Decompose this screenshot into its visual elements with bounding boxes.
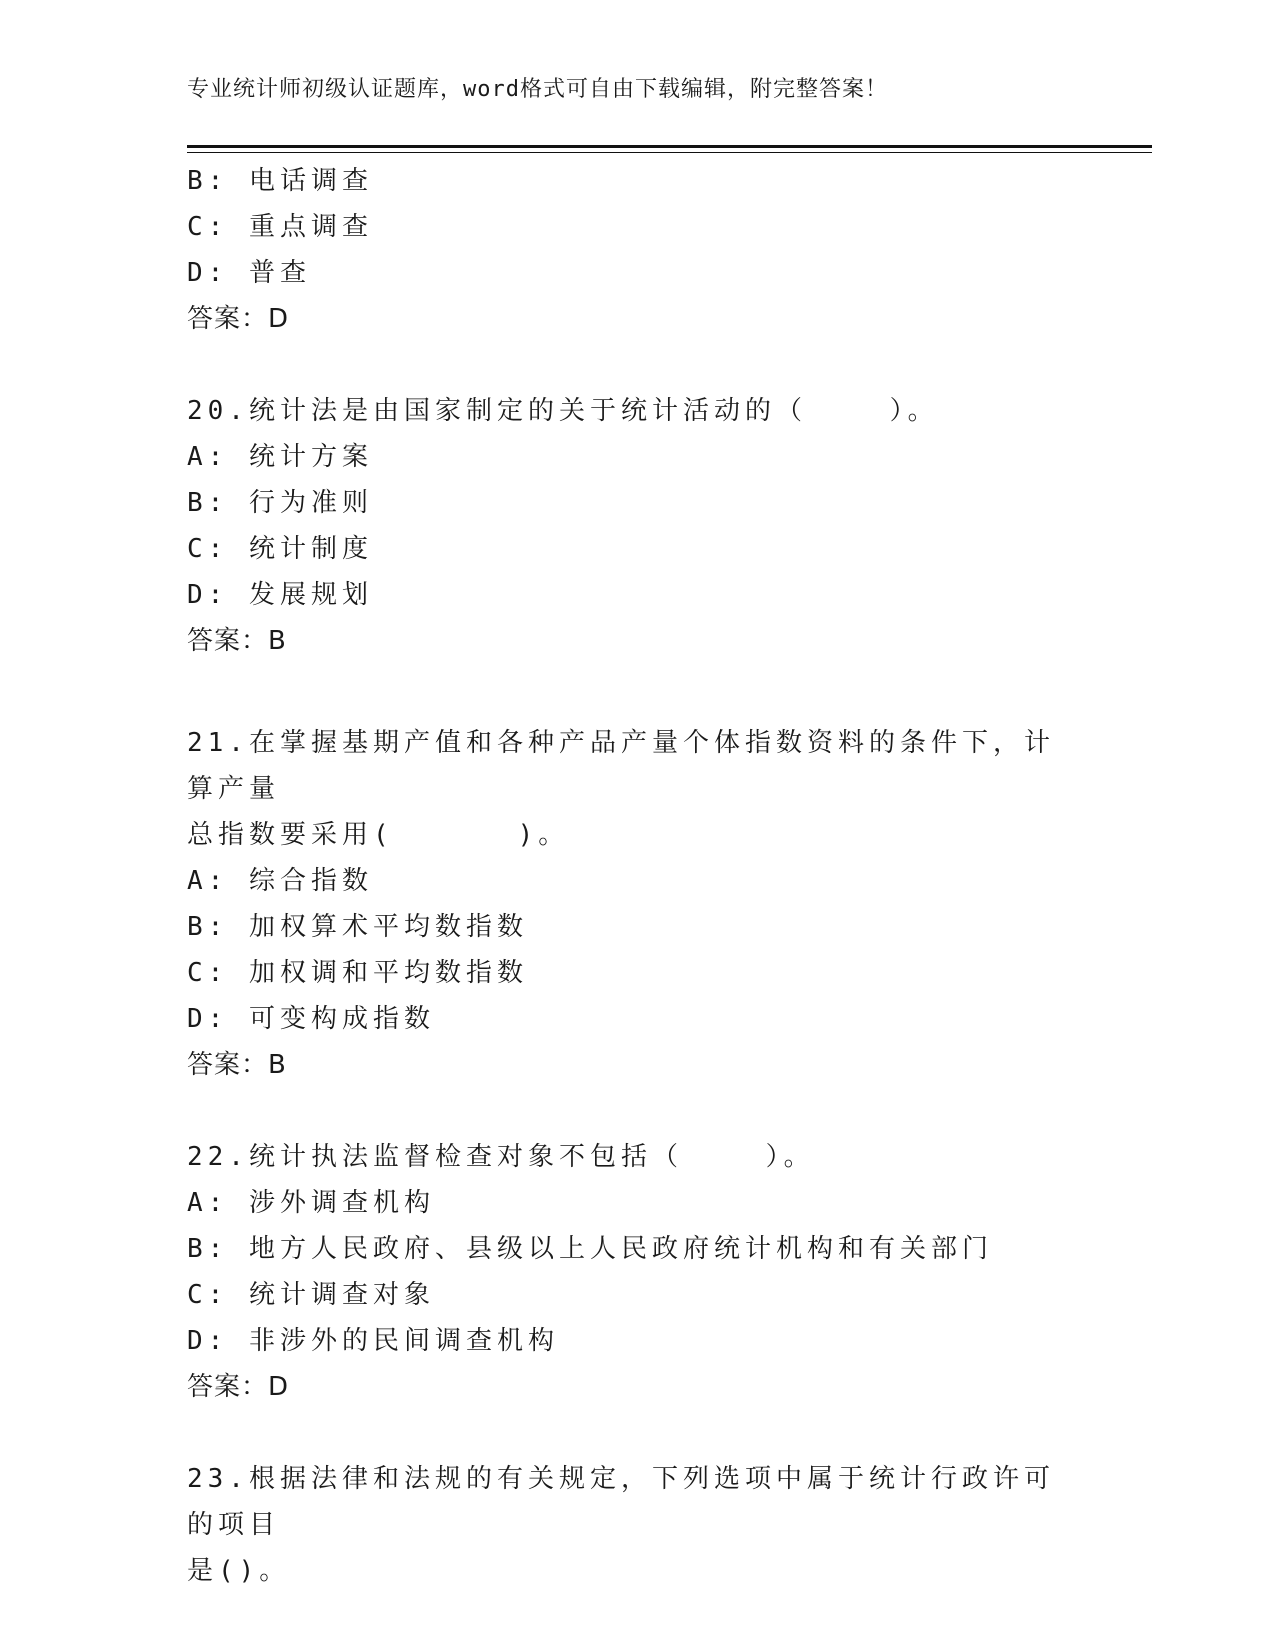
question-stem: 22.统计执法监督检查对象不包括（ ）。 [187,1142,815,1172]
option-d: D: 发展规划 [187,580,373,610]
option-d: D: 普查 [187,258,311,288]
answer: 答案：D [187,304,290,334]
question-20 [187,388,1087,664]
question-23 [187,1456,1087,1594]
question-22 [187,1134,1087,1410]
option-a: A: 涉外调查机构 [187,1188,435,1218]
question-stem-line-1: 21.在掌握基期产值和各种产品产量个体指数资料的条件下，计算产量 [187,728,1055,804]
option-d: D: 非涉外的民间调查机构 [187,1326,559,1356]
option-c: C: 统计调查对象 [187,1280,435,1310]
option-b: B: 电话调查 [187,166,373,196]
option-a: A: 统计方案 [187,442,373,472]
question-stem: 20.统计法是由国家制定的关于统计活动的（ ）。 [187,396,939,426]
option-b: B: 加权算术平均数指数 [187,912,528,942]
question-continued [187,158,1087,342]
question-stem-line-2: 总指数要采用( )。 [187,820,570,850]
page-header: 专业统计师初级认证题库，word格式可自由下载编辑，附完整答案！ [187,77,888,102]
document-body [187,158,1087,1594]
question-21 [187,720,1087,1088]
option-c: C: 统计制度 [187,534,373,564]
option-c: C: 加权调和平均数指数 [187,958,528,988]
question-stem-line-2: 是()。 [187,1556,291,1586]
question-stem-line-1: 23.根据法律和法规的有关规定，下列选项中属于统计行政许可的项目 [187,1464,1055,1540]
option-b: B: 行为准则 [187,488,373,518]
option-c: C: 重点调查 [187,212,373,242]
answer: 答案：B [187,1050,287,1080]
answer: 答案：D [187,1372,290,1402]
header-divider [187,145,1152,148]
option-b: B: 地方人民政府、县级以上人民政府统计机构和有关部门 [187,1234,993,1264]
option-a: A: 综合指数 [187,866,373,896]
option-d: D: 可变构成指数 [187,1004,435,1034]
answer: 答案：B [187,626,287,656]
